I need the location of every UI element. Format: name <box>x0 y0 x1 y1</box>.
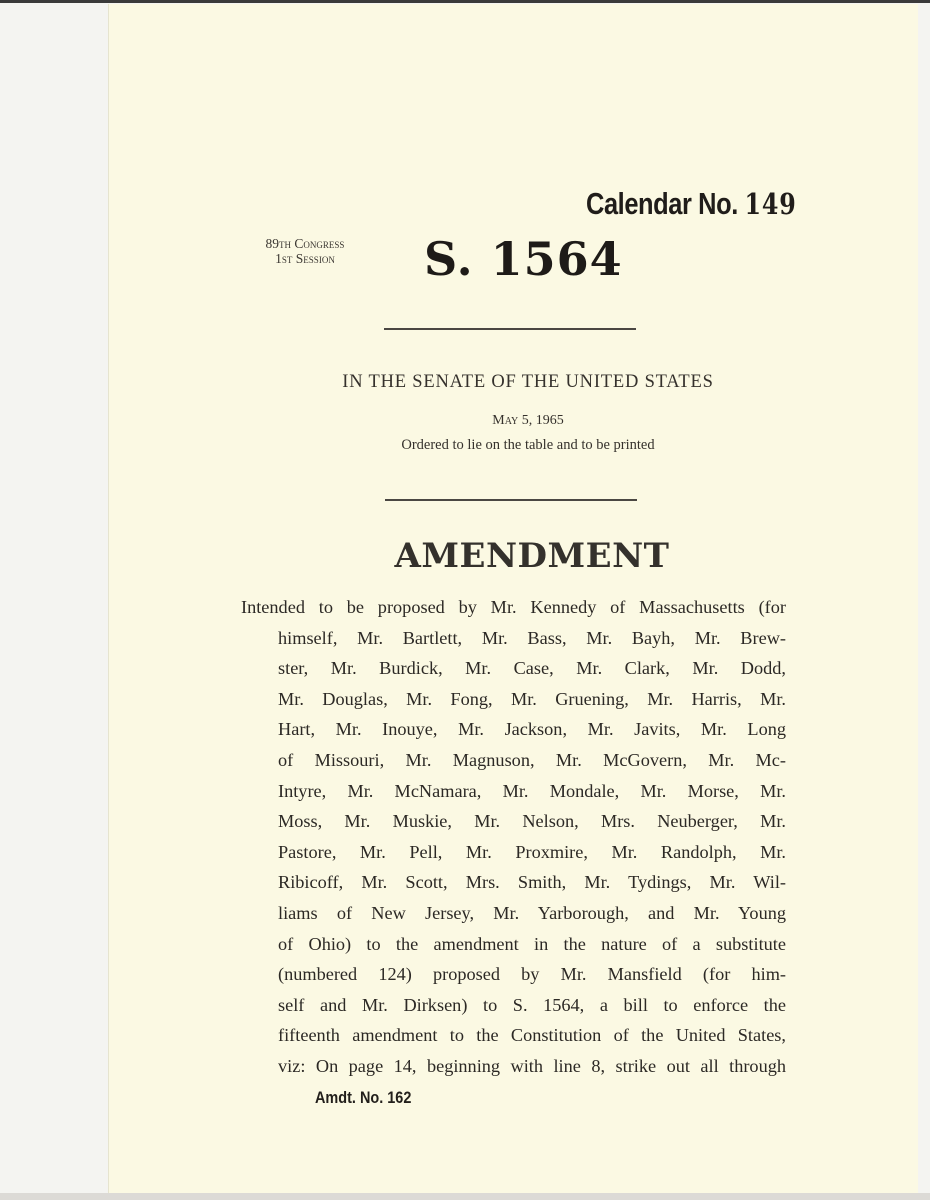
chamber-heading: IN THE SENATE OF THE UNITED STATES <box>342 372 714 392</box>
body-line: Hart, Mr. Inouye, Mr. Jackson, Mr. Javits, Mr. Long <box>278 719 786 740</box>
body-line: Ribicoff, Mr. Scott, Mrs. Smith, Mr. Tydings, Mr. Wil- <box>278 872 786 893</box>
scan-bottom-edge <box>0 1193 930 1200</box>
body-line: liams of New Jersey, Mr. Yarborough, and Mr. Young <box>278 902 786 923</box>
congress-session <box>240 236 370 266</box>
body-line: Pastore, Mr. Pell, Mr. Proxmire, Mr. Randolph, Mr. <box>278 841 786 862</box>
congress-line: 89th Congress <box>265 236 345 251</box>
body-line: Mr. Douglas, Mr. Fong, Mr. Gruening, Mr. Harris, Mr. <box>278 688 786 709</box>
body-line: of Ohio) to the amendment in the nature of a substitute <box>278 933 786 954</box>
amendment-body <box>241 592 786 1082</box>
body-line: Intended to be proposed by Mr. Kennedy of Massachusetts (for <box>241 597 786 617</box>
body-line: (numbered 124) proposed by Mr. Mansfield (for him- <box>278 964 786 985</box>
body-line: self and Mr. Dirksen) to S. 1564, a bill to enforce the <box>278 994 786 1015</box>
session-line: 1st Session <box>275 251 335 266</box>
scan-top-edge <box>0 0 930 3</box>
calendar-number <box>586 186 797 222</box>
amendment-number: Amdt. No. 162 <box>315 1088 412 1107</box>
bill-number: S. 1564 <box>424 232 623 286</box>
body-line: ster, Mr. Burdick, Mr. Case, Mr. Clark, Mr. Dodd, <box>278 658 786 679</box>
document-title: AMENDMENT <box>394 536 670 576</box>
body-line: of Missouri, Mr. Magnuson, Mr. McGovern, Mr. Mc- <box>278 749 786 770</box>
body-line: Moss, Mr. Muskie, Mr. Nelson, Mrs. Neuberger, Mr. <box>278 811 786 832</box>
calendar-value: 149 <box>744 187 797 221</box>
divider-rule <box>385 499 637 501</box>
body-line: fifteenth amendment to the Constitution of the United States, <box>278 1025 786 1046</box>
body-line: viz: On page 14, beginning with line 8, strike out all through <box>278 1055 786 1076</box>
order-note: Ordered to lie on the table and to be printed <box>401 437 655 453</box>
body-line: himself, Mr. Bartlett, Mr. Bass, Mr. Bayh, Mr. Brew- <box>278 627 786 648</box>
calendar-label: Calendar No. <box>586 186 738 221</box>
divider-rule <box>384 328 636 330</box>
date-line: May 5, 1965 <box>492 413 564 428</box>
body-line: Intyre, Mr. McNamara, Mr. Mondale, Mr. Morse, Mr. <box>278 780 786 801</box>
